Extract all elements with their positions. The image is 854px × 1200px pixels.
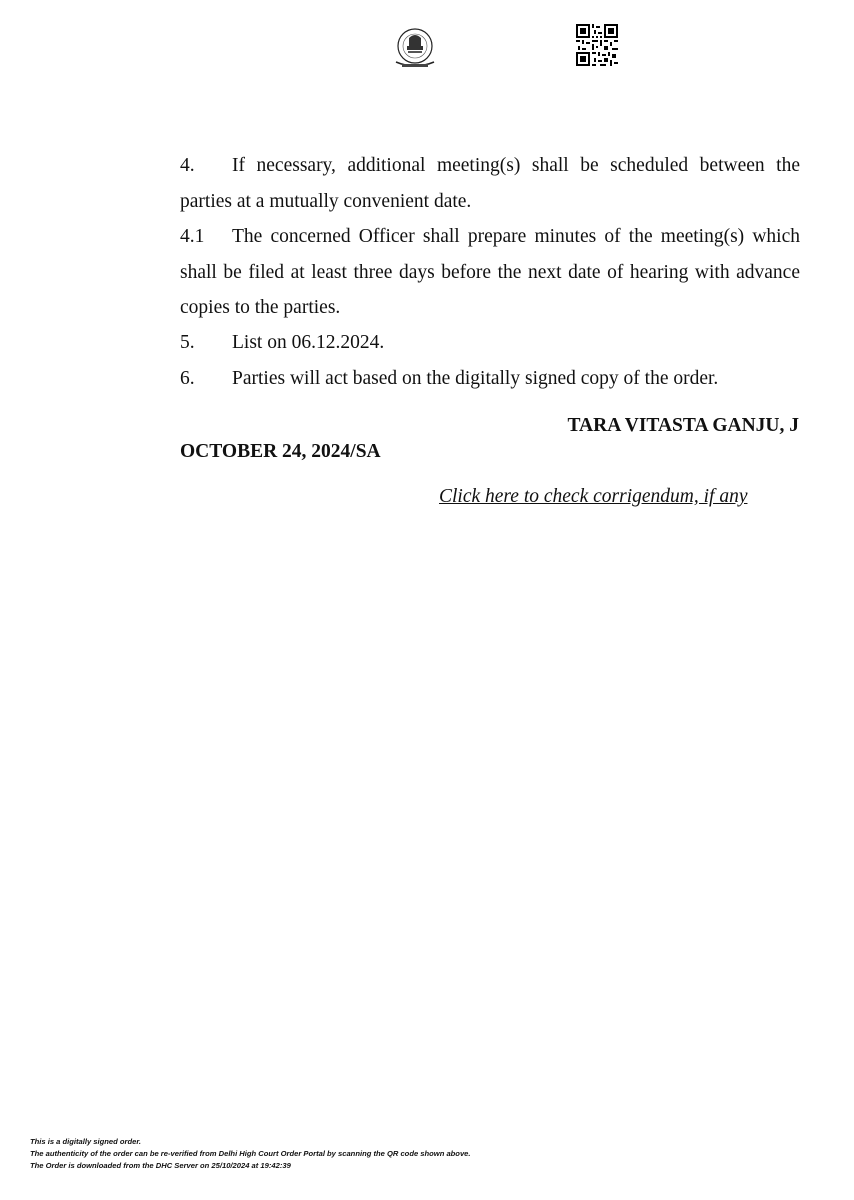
- footer-line-3: The Order is downloaded from the DHC Server on 25/10/2024 at 19:42:39: [30, 1161, 291, 1170]
- footer-line-2: The authenticity of the order can be re-verified from Delhi High Court Order Portal by scanning the QR code shown above.: [30, 1149, 471, 1158]
- paragraph-text: The concerned Officer shall prepare minutes of the meeting(s) which shall be filed at least three days before the next date of hearing with advance copies to the parties.: [180, 226, 800, 318]
- court-emblem-icon: [388, 24, 442, 72]
- paragraph-text: List on 06.12.2024.: [232, 332, 385, 353]
- paragraph-number: 5.: [180, 332, 195, 353]
- paragraph-5: [180, 325, 800, 361]
- paragraph-number: 4.1: [180, 226, 205, 247]
- qr-code-icon: [576, 24, 618, 66]
- paragraph-6: [180, 361, 800, 397]
- paragraph-number: 4.: [180, 155, 195, 176]
- order-date: OCTOBER 24, 2024/SA: [180, 441, 381, 462]
- paragraph-4-1: [180, 219, 800, 326]
- corrigendum-link[interactable]: Click here to check corrigendum, if any: [439, 486, 748, 507]
- paragraph-text: If necessary, additional meeting(s) shall be scheduled between the parties at a mutually convenient date.: [180, 155, 800, 212]
- paragraph-4: [180, 148, 800, 219]
- digital-signature-footer: [30, 1136, 471, 1172]
- paragraph-text: Parties will act based on the digitally signed copy of the order.: [232, 368, 719, 389]
- paragraph-number: 6.: [180, 368, 195, 389]
- footer-line-1: This is a digitally signed order.: [30, 1137, 141, 1146]
- judge-signature: TARA VITASTA GANJU, J: [567, 415, 799, 436]
